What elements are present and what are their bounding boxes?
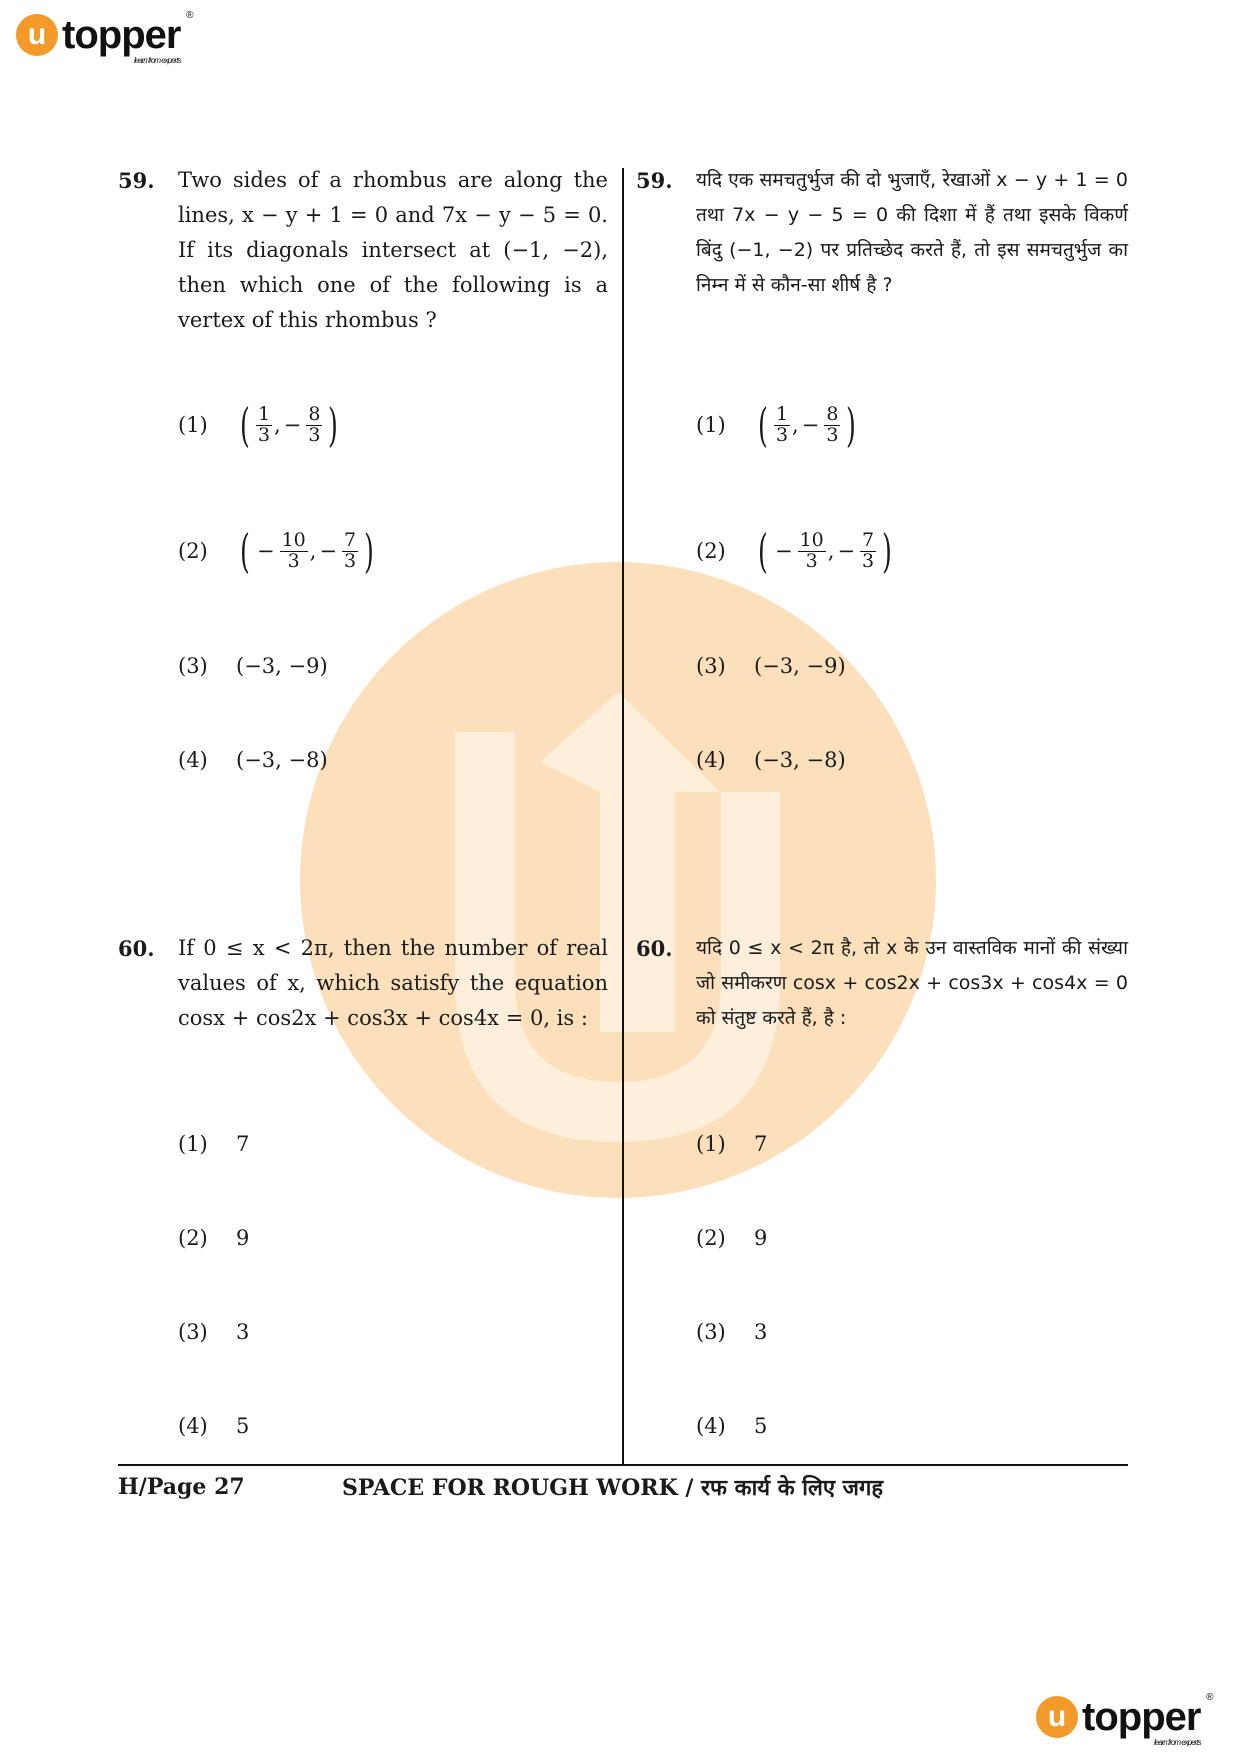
q60-option-1-en[interactable]: (1) 7 <box>178 1132 250 1156</box>
q59-option-1-hi[interactable]: (1) ( $\frac{1}{3}$ , − $\frac{8}{3}$ ) <box>696 398 857 452</box>
question-60-text-hi: यदि 0 ≤ x < 2π है, तो x के उन वास्तविक मानों की संख्या जो समीकरण cosx + cos2x + cos3x + cos4x = 0 को संतुष्ट करते हैं, है : <box>696 937 1128 1029</box>
q60-option-2-hi[interactable]: (2) 9 <box>696 1226 768 1250</box>
topper-logo <box>16 10 193 65</box>
q59-option-4-hi[interactable]: (4) (−3, −8) <box>696 748 846 772</box>
q60-option-3-en[interactable]: (3) 3 <box>178 1320 250 1344</box>
q59-option-4-en[interactable]: (4) (−3, −8) <box>178 748 328 772</box>
question-60-number-en: 60. <box>118 936 155 961</box>
rough-work-label: SPACE FOR ROUGH WORK / रफ कार्य के लिए जगह <box>342 1475 884 1501</box>
q60-option-2-en[interactable]: (2) 9 <box>178 1226 250 1250</box>
question-59-number-hi: 59. <box>636 168 673 193</box>
topper-logo-bottom <box>1036 1692 1213 1747</box>
question-60-text-en: If 0 ≤ x < 2π, then the number of real values of x, which satisfy the equation cosx + cos2x + cos3x + cos4x = 0, is : <box>178 936 608 1030</box>
page-number: H/Page 27 <box>118 1474 245 1500</box>
topper-badge-icon: u <box>1036 1696 1078 1738</box>
question-60-number-hi: 60. <box>636 936 673 961</box>
question-59-number-en: 59. <box>118 168 155 193</box>
footer-rule <box>118 1464 1128 1466</box>
topper-badge-icon: u <box>16 14 58 56</box>
q59-option-3-en[interactable]: (3) (−3, −9) <box>178 654 328 678</box>
brand-name: topper ® learn from experts <box>62 10 193 65</box>
q60-option-4-en[interactable]: (4) 5 <box>178 1414 250 1438</box>
q59-option-2-en[interactable]: (2) ( − $\frac{10}{3}$ , − $\frac{7}{3}$ ) <box>178 524 375 578</box>
question-59-text-en: Two sides of a rhombus are along the lines, x − y + 1 = 0 and 7x − y − 5 = 0. If its diagonals intersect at (−1, −2), then which one of the following is a vertex of this rhombus ? <box>178 168 608 332</box>
q60-option-1-hi[interactable]: (1) 7 <box>696 1132 768 1156</box>
question-59-text-hi: यदि एक समचतुर्भुज की दो भुजाएँ, रेखाओं x − y + 1 = 0 तथा 7x − y − 5 = 0 की दिशा में हैं तथा इसके विकर्ण बिंदु (−1, −2) पर प्रतिच्छेद करते हैं, तो इस समचतुर्भुज का निम्न में से कौन-सा शीर्ष है ? <box>696 169 1128 296</box>
q60-option-4-hi[interactable]: (4) 5 <box>696 1414 768 1438</box>
brand-name-bottom: topper ® learn from experts <box>1082 1692 1213 1747</box>
q59-option-3-hi[interactable]: (3) (−3, −9) <box>696 654 846 678</box>
q60-option-3-hi[interactable]: (3) 3 <box>696 1320 768 1344</box>
q59-option-2-hi[interactable]: (2) ( − $\frac{10}{3}$ , − $\frac{7}{3}$ ) <box>696 524 893 578</box>
column-divider <box>622 168 624 1464</box>
q59-option-1-en[interactable]: (1) ( $\frac{1}{3}$ , − $\frac{8}{3}$ ) <box>178 398 339 452</box>
